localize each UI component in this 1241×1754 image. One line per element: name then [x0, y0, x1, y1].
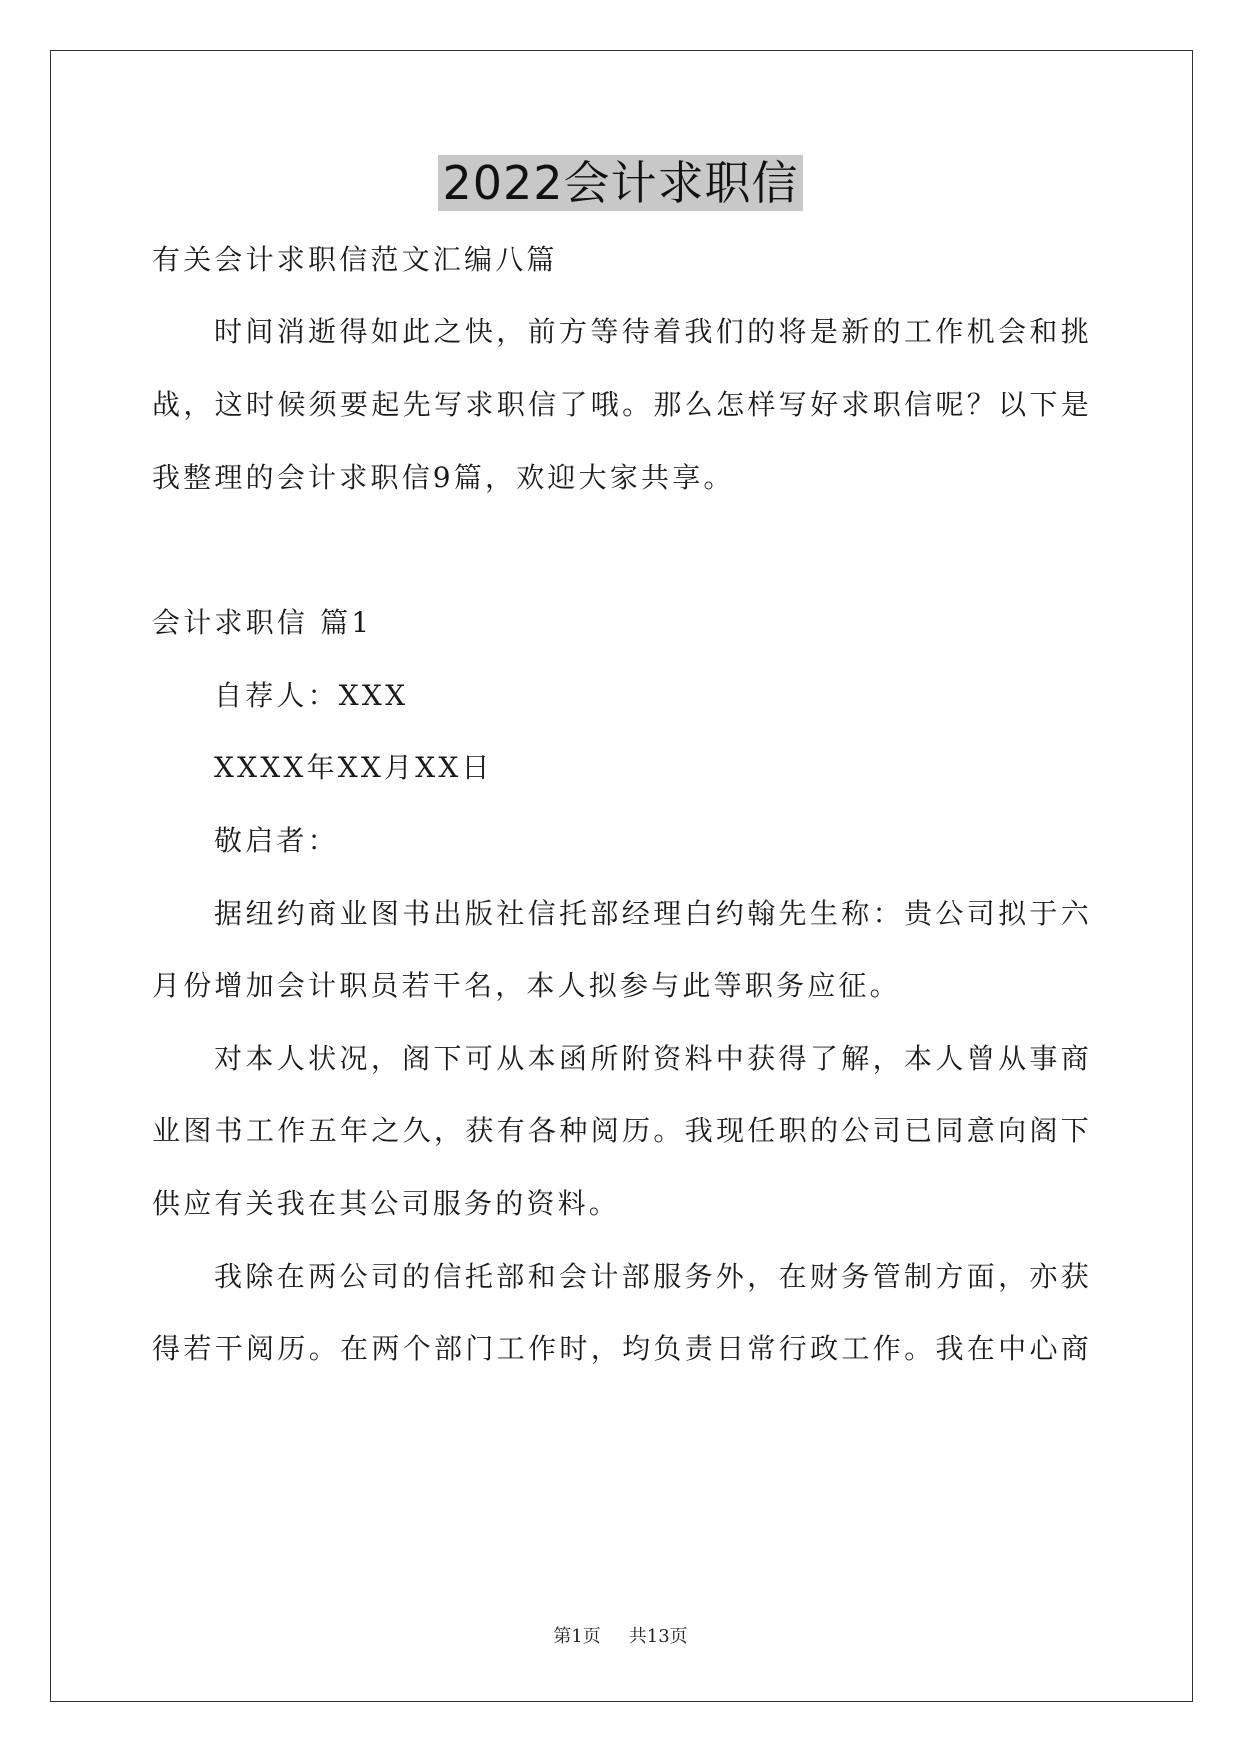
document-subtitle: 有关会计求职信范文汇编八篇: [152, 243, 558, 276]
paragraph2-line-3: 供应有关我在其公司服务的资料。: [152, 1187, 621, 1220]
document-title: 2022会计求职信: [438, 155, 802, 211]
page-number: 第1页: [553, 1626, 601, 1647]
paragraph1-line-1: 据纽约商业图书出版社信托部经理白约翰先生称：贵公司拟于六: [214, 897, 1092, 930]
intro-line-3: 我整理的会计求职信9篇，欢迎大家共享。: [152, 461, 735, 494]
section-heading: 会计求职信 篇1: [152, 606, 373, 639]
date-line: XXXX年XX月XX日: [214, 751, 493, 784]
title-container: [0, 155, 1241, 211]
page-total: 共13页: [628, 1626, 688, 1647]
page-footer: [0, 1625, 1241, 1649]
salutation-line: 敬启者：: [214, 824, 339, 857]
intro-line-1: 时间消逝得如此之快，前方等待着我们的将是新的工作机会和挑: [214, 315, 1092, 348]
intro-line-2: 战，这时候须要起先写求职信了哦。那么怎样写好求职信呢？以下是: [152, 388, 1092, 421]
paragraph2-line-1: 对本人状况，阁下可从本函所附资料中获得了解，本人曾从事商: [214, 1042, 1092, 1075]
paragraph2-line-2: 业图书工作五年之久，获有各种阅历。我现任职的公司已同意向阁下: [152, 1114, 1092, 1147]
paragraph3-line-2: 得若干阅历。在两个部门工作时，均负责日常行政工作。我在中心商: [152, 1332, 1092, 1365]
recommender-line: 自荐人：XXX: [214, 679, 409, 712]
paragraph3-line-1: 我除在两公司的信托部和会计部服务外，在财务管制方面，亦获: [214, 1260, 1092, 1293]
paragraph1-line-2: 月份增加会计职员若干名，本人拟参与此等职务应征。: [152, 969, 901, 1002]
page-border: [50, 50, 1193, 1702]
